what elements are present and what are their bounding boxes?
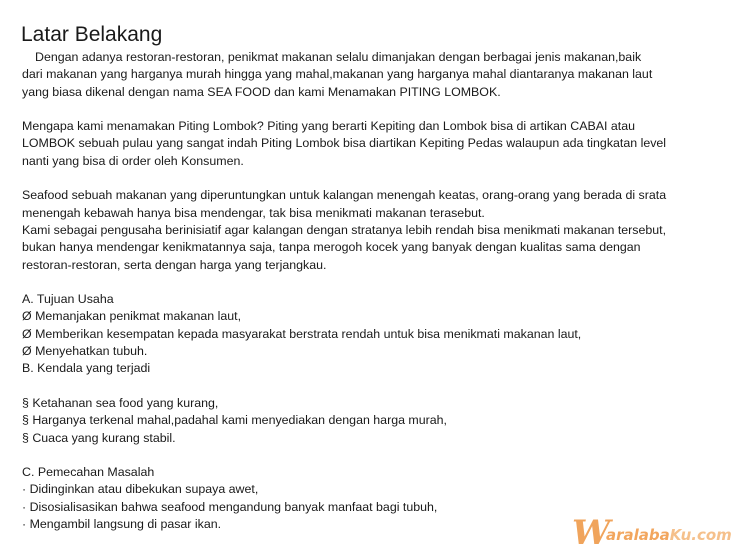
- paragraph-line: menengah kebawah hanya bisa mendengar, tak bisa menikmati makanan terasebut.: [22, 205, 485, 220]
- list-item: Ø Memberikan kesempatan kepada masyarakat berstrata rendah untuk bisa menikmati makanan laut,: [22, 326, 582, 341]
- list-item: · Didinginkan atau dibekukan supaya awet,: [22, 482, 259, 497]
- paragraph-line: Kami sebagai pengusaha berinisiatif agar kalangan dengan stratanya lebih rendah bisa menikmati makanan tersebut,: [22, 222, 667, 237]
- section-heading-pemecahan: C. Pemecahan Masalah: [22, 465, 155, 480]
- paragraph-line: nanti yang bisa di order oleh Konsumen.: [22, 153, 244, 168]
- list-item: § Ketahanan sea food yang kurang,: [22, 395, 219, 410]
- list-item: · Mengambil langsung di pasar ikan.: [22, 517, 222, 532]
- list-item: Ø Menyehatkan tubuh.: [22, 344, 148, 359]
- paragraph-line: yang biasa dikenal dengan nama SEA FOOD dan kami Menamakan PITING LOMBOK.: [22, 84, 501, 99]
- watermark-initial: W: [572, 513, 611, 553]
- paragraph-line: Seafood sebuah makanan yang diperuntungkan untuk kalangan menengah keatas, orang-orang yang berada di srata: [22, 188, 667, 203]
- paragraph-line: Dengan adanya restoran-restoran, penikmat makanan selalu dimanjakan dengan berbagai jenis makanan,baik: [35, 50, 642, 64]
- section-heading-kendala: B. Kendala yang terjadi: [22, 361, 151, 376]
- paragraph-line: bukan hanya mendengar kenikmatannya saja, tanpa merogoh kocek yang banyak dengan kualitas sama dengan: [22, 240, 641, 255]
- waralabaku-watermark: [572, 513, 736, 553]
- slide-title: Latar Belakang: [21, 23, 163, 46]
- list-item: § Harganya terkenal mahal,padahal kami menyediakan dengan harga murah,: [22, 413, 447, 428]
- list-item: § Cuaca yang kurang stabil.: [22, 430, 176, 445]
- paragraph-line: restoran-restoran, serta dengan harga yang terjangkau.: [22, 257, 327, 272]
- paragraph-line: dari makanan yang harganya murah hingga yang mahal,makanan yang harganya mahal diantaranya makanan laut: [22, 67, 653, 82]
- list-item: · Disosialisasikan bahwa seafood mengandung banyak manfaat bagi tubuh,: [22, 499, 438, 514]
- section-heading-tujuan: A. Tujuan Usaha: [22, 292, 114, 307]
- watermark-text: aralabaKu.com: [606, 526, 732, 544]
- paragraph-line: Mengapa kami menamakan Piting Lombok? Piting yang berarti Kepiting dan Lombok bisa di artikan CABAI atau: [22, 119, 635, 134]
- paragraph-line: LOMBOK sebuah pulau yang sangat indah Piting Lombok bisa diartikan Kepiting Pedas walaupun ada tingkatan level: [22, 136, 667, 151]
- slide-body: [22, 49, 734, 533]
- list-item: Ø Memanjakan penikmat makanan laut,: [22, 309, 242, 324]
